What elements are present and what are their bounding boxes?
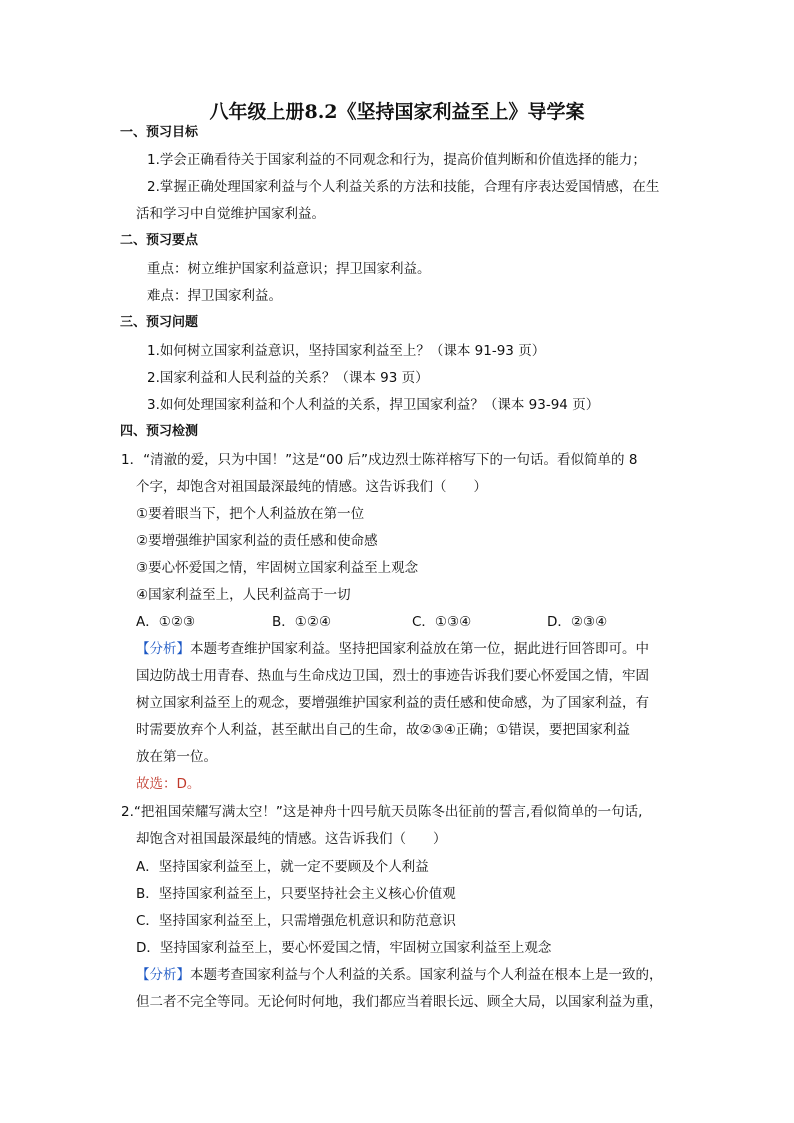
- q2-stem-line: 2.“把祖国荣耀写满太空！”这是神舟十四号航天员陈冬出征前的誓言,看似简单的一句话,: [121, 804, 643, 820]
- q1-analysis-line: 放在第一位。: [136, 749, 217, 765]
- question-line: 1.如何树立国家利益意识，坚持国家利益至上？（课本 91-93 页）: [147, 343, 546, 359]
- key-point-line: 难点：捍卫国家利益。: [147, 288, 282, 304]
- objective-line: 1.学会正确看待关于国家利益的不同观念和行为，提高价值判断和价值选择的能力；: [147, 152, 646, 168]
- q1-option-a: A．①②③: [136, 614, 196, 630]
- q1-analysis-line: 时需要放弃个人利益，甚至献出自己的生命，故②③④正确；①错误，要把国家利益: [136, 722, 630, 738]
- q2-option-b: B．坚持国家利益至上，只要坚持社会主义核心价值观: [136, 886, 456, 902]
- objective-line: 2.掌握正确处理国家利益与个人利益关系的方法和技能，合理有序表达爱国情感，在生: [147, 179, 660, 195]
- objective-line: 活和学习中自觉维护国家利益。: [136, 206, 325, 222]
- q1-option-d: D．②③④: [547, 614, 608, 630]
- q2-analysis-line: 但二者不完全等同。无论何时何地，我们都应当着眼长远、顾全大局，以国家利益为重，: [136, 994, 663, 1010]
- document-title: 八年级上册8.2《坚持国家利益至上》导学案: [209, 101, 585, 123]
- q2-option-d: D．坚持国家利益至上，要心怀爱国之情，牢固树立国家利益至上观念: [136, 940, 552, 956]
- section-heading-questions: 三、预习问题: [120, 315, 199, 330]
- q1-answer: 故选：D。: [136, 776, 201, 792]
- q1-analysis-line: 国边防战士用青春、热血与生命戍边卫国，烈士的事迹告诉我们要心怀爱国之情，牢固: [136, 668, 649, 684]
- section-heading-key-points: 二、预习要点: [120, 233, 199, 248]
- q1-option-b: B．①②④: [272, 614, 332, 630]
- q2-analysis-line: 【分析】本题考查国家利益与个人利益的关系。国家利益与个人利益在根本上是一致的，: [136, 967, 663, 983]
- key-point-line: 重点：树立维护国家利益意识；捍卫国家利益。: [147, 261, 431, 277]
- q1-analysis-line: 【分析】本题考查维护国家利益。坚持把国家利益放在第一位，据此进行回答即可。中: [136, 641, 649, 657]
- q1-stem-line: 个字，却饱含对祖国最深最纯的情感。这告诉我们（ ）: [136, 479, 487, 495]
- section-heading-objectives: 一、预习目标: [120, 125, 199, 140]
- analysis-label: 【分析】: [136, 641, 190, 657]
- q1-option-c: C．①③④: [412, 614, 472, 630]
- q1-stem-line: 1．“清澈的爱，只为中国！”这是“00 后”戍边烈士陈祥榕写下的一句话。看似简单的 8: [121, 452, 638, 468]
- q2-option-c: C．坚持国家利益至上，只需增强危机意识和防范意识: [136, 913, 456, 929]
- q2-stem-line: 却饱含对祖国最深最纯的情感。这告诉我们（ ）: [136, 831, 447, 847]
- q1-statement: ③要心怀爱国之情，牢固树立国家利益至上观念: [136, 560, 419, 576]
- section-heading-test: 四、预习检测: [120, 424, 199, 439]
- q1-statement: ②要增强维护国家利益的责任感和使命感: [136, 533, 378, 549]
- q1-statement: ①要着眼当下，把个人利益放在第一位: [136, 506, 365, 522]
- analysis-label: 【分析】: [136, 967, 190, 983]
- question-line: 2.国家利益和人民利益的关系？（课本 93 页）: [147, 370, 429, 386]
- q1-analysis-line: 树立国家利益至上的观念，要增强维护国家利益的责任感和使命感，为了国家利益，有: [136, 695, 649, 711]
- q1-statement: ④国家利益至上，人民利益高于一切: [136, 587, 351, 603]
- q2-option-a: A．坚持国家利益至上，就一定不要顾及个人利益: [136, 859, 429, 875]
- question-line: 3.如何处理国家利益和个人利益的关系，捍卫国家利益？（课本 93-94 页）: [147, 397, 600, 413]
